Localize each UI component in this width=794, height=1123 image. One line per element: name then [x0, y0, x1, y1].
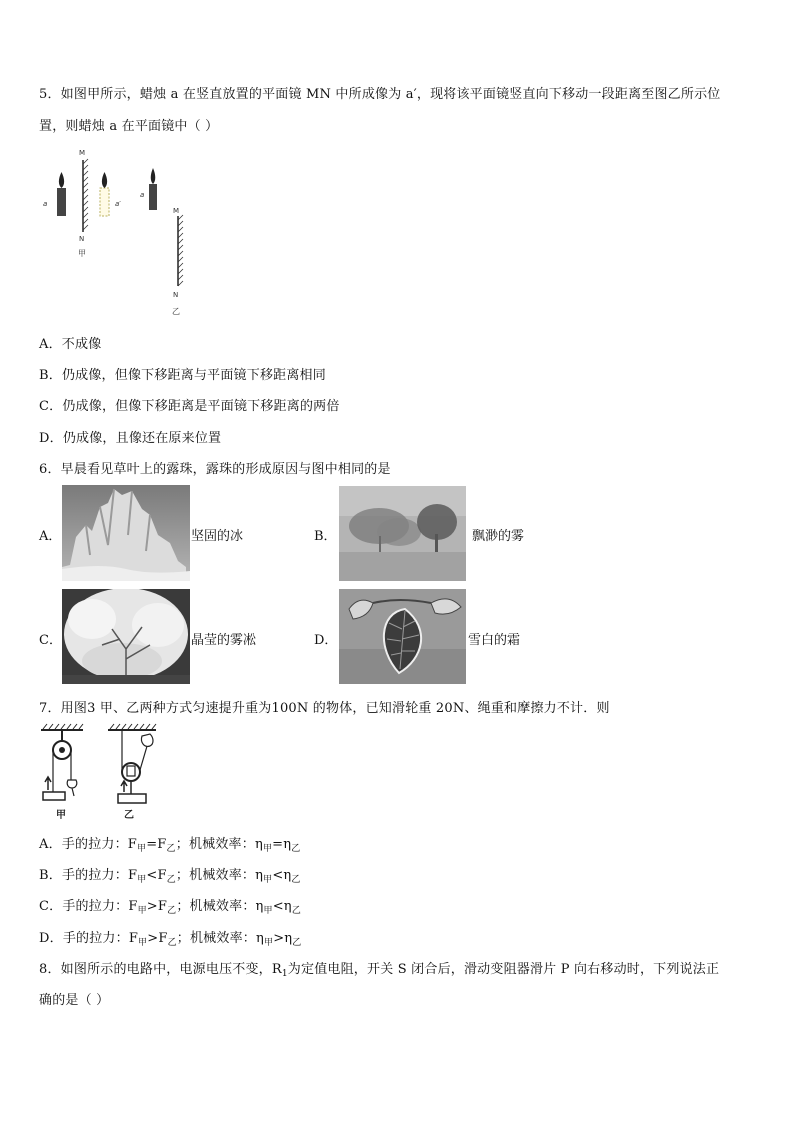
- q6-option-d-letter[interactable]: D．: [314, 633, 338, 648]
- q6-option-c-letter[interactable]: C．: [39, 633, 62, 648]
- q7-option-a[interactable]: A．手的拉力：$F_甲=F_乙$；机械效率：$\eta_甲=\eta_乙$: [39, 837, 301, 854]
- q7-figure-yi-label: 乙: [124, 810, 134, 821]
- q5-option-b[interactable]: B．仍成像，但像下移距离与平面镜下移距离相同: [39, 368, 326, 383]
- figure-jia-label: 甲: [78, 249, 86, 258]
- candle-a-flame: [59, 172, 64, 188]
- candle-a2-flame: [151, 168, 156, 184]
- load-yi: [118, 794, 146, 803]
- candle-a2-label: a: [140, 191, 145, 199]
- figure-yi-label: 乙: [172, 307, 180, 316]
- q6-option-c-caption: 晶莹的雾凇: [191, 633, 257, 648]
- q6-option-a-letter[interactable]: A．: [39, 529, 62, 544]
- mirror-jia-n-label: N: [79, 235, 85, 243]
- hand-yi: [141, 734, 153, 746]
- load-jia: [43, 792, 65, 800]
- candle-a-label: a: [43, 200, 48, 208]
- q6-stem: 6．早晨看见草叶上的露珠，露珠的形成原因与图中相同的是: [39, 462, 391, 477]
- q5-option-d[interactable]: D．仍成像，且像还在原来位置: [39, 431, 222, 446]
- q7-option-d[interactable]: D．手的拉力：$F_甲>F_乙$；机械效率：$\eta_甲>\eta_乙$: [39, 931, 302, 948]
- q5-stem-line1: 5．如图甲所示，蜡烛 a 在竖直放置的平面镜 MN 中所成像为 a′，现将该平面镜竖直向下移动一段距离至图乙所示位: [39, 87, 721, 102]
- q6-option-b-letter[interactable]: B．: [314, 529, 337, 544]
- candle-a2-body: [149, 184, 157, 210]
- q8-stem-line2: 确的是（ ）: [39, 993, 110, 1008]
- fog-photo[interactable]: [339, 486, 466, 581]
- q6-option-a-caption: 坚固的冰: [191, 529, 244, 544]
- q5-option-a[interactable]: A．不成像: [39, 337, 102, 352]
- q5-mirror-figure: [38, 140, 198, 320]
- frost-photo[interactable]: [339, 589, 466, 684]
- q7-option-b[interactable]: B．手的拉力：$F_甲<F_乙$；机械效率：$\eta_甲<\eta_乙$: [39, 868, 301, 885]
- q7-figure-jia-label: 甲: [56, 810, 66, 821]
- hand-jia: [67, 780, 77, 796]
- candle-image-flame: [102, 172, 107, 188]
- rime-photo[interactable]: [62, 589, 190, 684]
- q6-option-d-caption: 雪白的霜: [468, 633, 521, 648]
- q6-option-b-caption: 飘渺的雾: [472, 529, 525, 544]
- candle-a-body: [57, 188, 66, 216]
- q7-option-c[interactable]: C．手的拉力：$F_甲>F_乙$；机械效率：$\eta_甲<\eta_乙$: [39, 899, 302, 916]
- ice-photo[interactable]: [62, 485, 190, 581]
- candle-image-label: a′: [115, 200, 121, 208]
- q5-option-c[interactable]: C．仍成像，但像下移距离是平面镜下移距离的两倍: [39, 399, 340, 414]
- q5-stem-line2: 置，则蜡烛 a 在平面镜中（ ）: [39, 119, 219, 134]
- mirror-yi-n-label: N: [173, 291, 179, 299]
- mirror-jia-m-label: M: [79, 149, 86, 157]
- candle-image-body: [100, 188, 109, 216]
- q7-stem: 7．用图3 甲、乙两种方式匀速提升重为100N 的物体，已知滑轮重 20N、绳重和摩擦力不计．则: [39, 701, 610, 716]
- q8-stem-line1: 8．如图所示的电路中，电源电压不变，$R_1$为定值电阻，开关 S 闭合后，滑动变阻器滑片 P 向右移动时，下列说法正: [39, 962, 720, 979]
- q7-pulley-figure: [38, 722, 168, 822]
- mirror-yi-m-label: M: [173, 207, 180, 215]
